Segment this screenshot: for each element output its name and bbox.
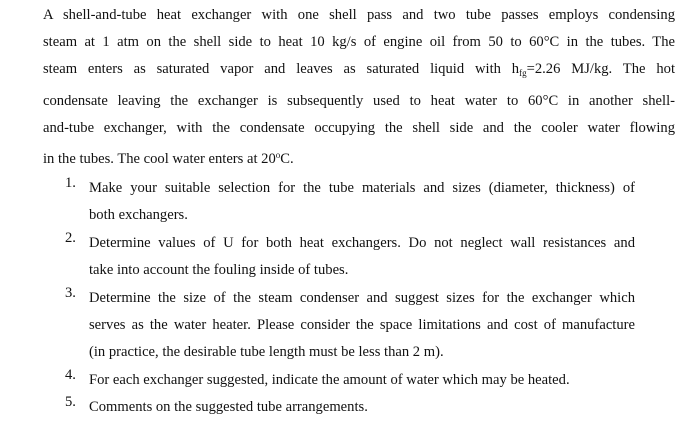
task-number: 1. (65, 175, 76, 191)
task-line: (in practice, the desirable tube length must be less than 2 m). (89, 344, 444, 361)
subscript-fg: fg (519, 68, 527, 79)
task-line: Determine values of U for both heat exchangers. Do not neglect wall resistances and (89, 234, 635, 251)
task-line: both exchangers. (89, 207, 188, 224)
task-item-5 (0, 394, 635, 421)
task-item-2 (0, 230, 635, 285)
problem-text: in the tubes. The cool water enters at 20 (43, 151, 276, 168)
task-line: serves as the water heater. Please consider the space limitations and cost of manufacture (89, 317, 635, 334)
task-number: 3. (65, 284, 76, 301)
task-line: Determine the size of the steam condenser and suggest sizes for the exchanger which (89, 289, 635, 306)
problem-statement (43, 2, 675, 173)
task-item-1 (0, 175, 635, 230)
task-number: 2. (65, 229, 76, 246)
problem-line: steam at 1 atm on the shell side to heat 10 kg/s of engine oil from 50 to 60°C in the tubes. The (43, 34, 675, 51)
task-item-4 (0, 367, 635, 394)
degree-superscript: o (275, 150, 281, 161)
problem-text: steam enters as saturated vapor and leaves as saturated liquid with h (43, 61, 520, 78)
task-line: Comments on the suggested tube arrangements. (89, 399, 368, 416)
task-line: For each exchanger suggested, indicate the amount of water which may be heated. (89, 371, 570, 388)
problem-line (43, 56, 675, 87)
problem-line: A shell-and-tube heat exchanger with one shell pass and two tube passes employs condensing (43, 7, 675, 23)
task-line: Make your suitable selection for the tube materials and sizes (diameter, thickness) of (89, 180, 635, 196)
problem-line: and-tube exchanger, with the condensate occupying the shell side and the cooler water flowing (43, 119, 675, 136)
task-number: 4. (65, 366, 76, 383)
problem-line: condensate leaving the exchanger is subsequently used to heat water to 60°C in another shell- (43, 92, 675, 109)
problem-line (43, 142, 675, 173)
task-item-3 (0, 285, 635, 367)
task-line: take into account the fouling inside of tubes. (89, 262, 349, 279)
problem-text: =2.26 MJ/kg. The hot (526, 61, 675, 78)
problem-text: C. (280, 151, 294, 168)
task-number: 5. (65, 394, 76, 411)
task-list (0, 175, 700, 422)
